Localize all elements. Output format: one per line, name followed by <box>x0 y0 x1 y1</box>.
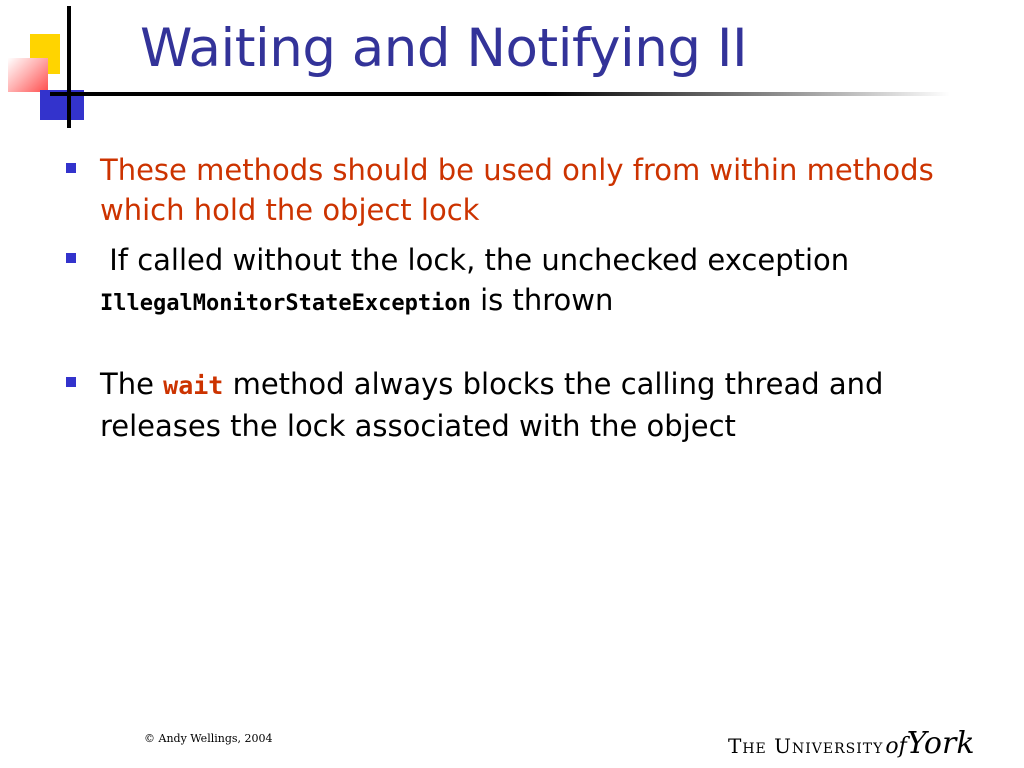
title-underline-rule <box>50 92 950 96</box>
bullet-text-3-intro: The <box>100 367 164 401</box>
wait-method-code: wait <box>163 371 224 400</box>
slide-title: Waiting and Notifying II <box>140 18 748 79</box>
bullet-square-icon <box>66 163 76 173</box>
university-logo-york: York <box>906 726 975 761</box>
bullet-item-3 <box>62 364 982 446</box>
university-of-york-logo <box>728 726 975 761</box>
bullet-item-1 <box>62 150 982 230</box>
bullet-text-2-intro: If called without the lock, the unchecked exception <box>100 243 850 277</box>
bullet-text-1: These methods should be used only from within methods which hold the object lock <box>100 153 934 227</box>
bullet-square-icon <box>66 253 76 263</box>
university-logo-caps: The University <box>728 734 884 758</box>
bullet-list <box>62 150 982 446</box>
copyright-notice: © Andy Wellings, 2004 <box>144 732 273 745</box>
bullet-text-3-tail: method always blocks the calling thread and releases the lock associated with the object <box>100 367 884 443</box>
logo-red-square <box>8 58 48 92</box>
exception-name-code: IllegalMonitorStateException <box>100 291 471 316</box>
bullet-text-2-tail: is thrown <box>470 283 614 317</box>
bullet-square-icon <box>66 377 76 387</box>
vertical-rule <box>67 6 71 128</box>
bullet-item-2 <box>62 240 982 324</box>
university-logo-of: of <box>885 734 907 759</box>
